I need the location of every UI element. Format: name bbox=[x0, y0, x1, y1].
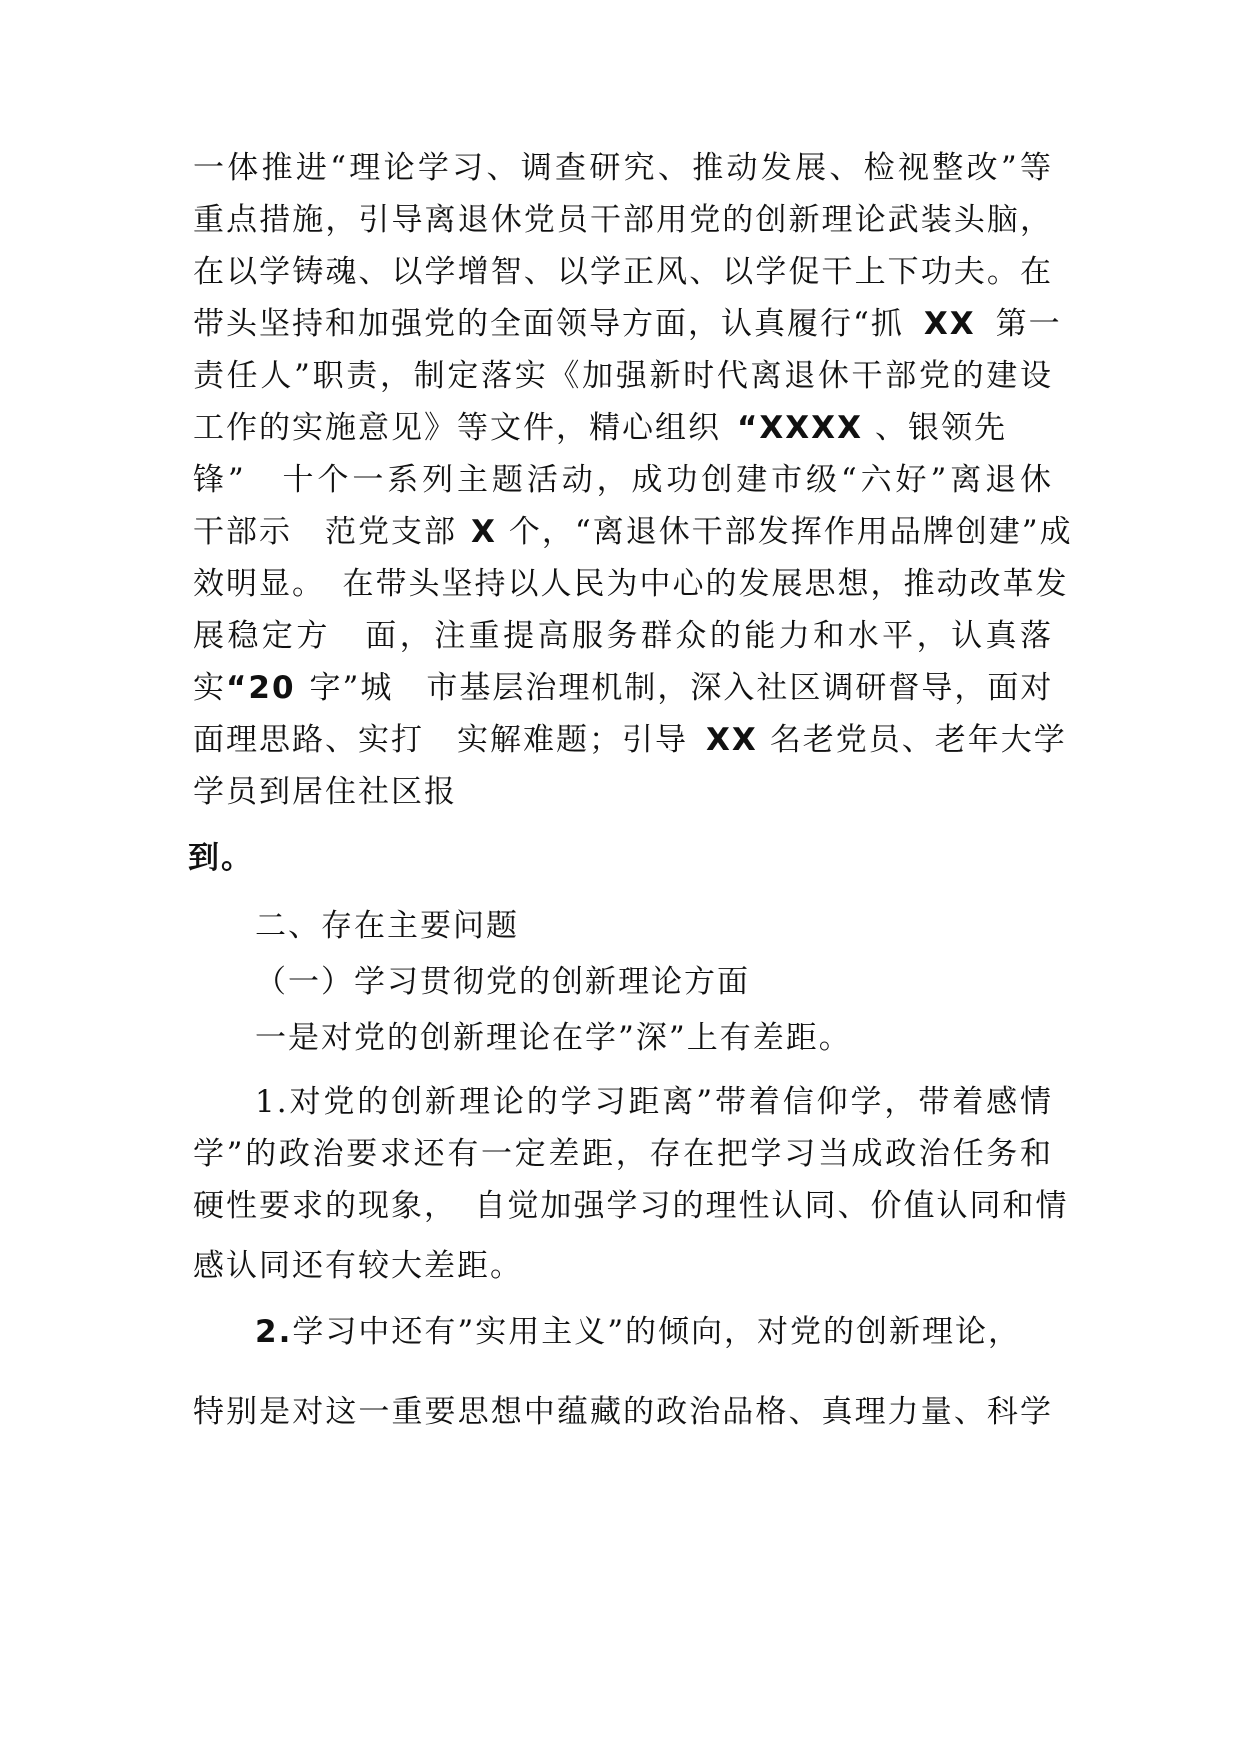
paragraph-line: 重点措施，引导离退休党员干部用党的创新理论武装头脑， bbox=[193, 202, 1053, 238]
paragraph-line: 硬性要求的现象， 自觉加强学习的理性认同、价值认同和情 bbox=[193, 1188, 1069, 1224]
paragraph-line: 到。 bbox=[188, 840, 254, 876]
paragraph-line bbox=[193, 408, 1053, 448]
paragraph-line: 学员到居住社区报 bbox=[193, 774, 457, 810]
paragraph-line: 1.对党的创新理论的学习距离”带着信仰学，带着感情 bbox=[255, 1084, 1053, 1120]
section-heading: 二、存在主要问题 bbox=[255, 908, 519, 944]
text-segment: 实 bbox=[193, 670, 226, 706]
paragraph-line bbox=[193, 720, 1067, 760]
placeholder-text: “XXXX bbox=[737, 410, 863, 446]
paragraph-line: 感认同还有较大差距。 bbox=[193, 1248, 523, 1284]
text-segment: 名老党员、老年大学 bbox=[769, 722, 1067, 758]
paragraph-line bbox=[193, 512, 1073, 552]
list-number: 2. bbox=[255, 1314, 293, 1350]
paragraph-line bbox=[193, 668, 1053, 708]
text-segment: 学习中还有”实用主义”的倾向，对党的创新理论， bbox=[292, 1314, 1022, 1350]
text-segment: 个，“离退休干部发挥作用品牌创建”成 bbox=[508, 514, 1073, 550]
paragraph-line: 一体推进“理论学习、调查研究、推动发展、检视整改”等 bbox=[193, 150, 1053, 186]
number-text: “20 bbox=[226, 670, 296, 706]
placeholder-text: XX bbox=[923, 306, 976, 342]
paragraph-line: 效明显。 在带头坚持以人民为中心的发展思想，推动改革发 bbox=[193, 566, 1069, 602]
text-segment: 、银领先 bbox=[874, 410, 1007, 446]
text-segment: 工作的实施意见》等文件，精心组织 bbox=[193, 410, 721, 446]
text-segment: 第一 bbox=[995, 306, 1062, 342]
paragraph-line bbox=[193, 304, 1062, 344]
paragraph-line: 锋” 十个一系列主题活动，成功创建市级“六好”离退休 bbox=[193, 462, 1053, 498]
paragraph-line: 在以学铸魂、以学增智、以学正风、以学促干上下功夫。在 bbox=[193, 254, 1053, 290]
text-segment: 面理思路、实打 实解难题；引导 bbox=[193, 722, 688, 758]
paragraph-line: 展稳定方 面，注重提高服务群众的能力和水平，认真落 bbox=[193, 618, 1053, 654]
placeholder-text: XX bbox=[706, 722, 758, 758]
paragraph-line: 学”的政治要求还有一定差距，存在把学习当成政治任务和 bbox=[193, 1136, 1053, 1172]
subsection-heading: （一）学习贯彻党的创新理论方面 bbox=[255, 964, 750, 1000]
paragraph-line: 特别是对这一重要思想中蕴藏的政治品格、真理力量、科学 bbox=[193, 1394, 1053, 1430]
paragraph-line: 一是对党的创新理论在学”深”上有差距。 bbox=[255, 1020, 852, 1056]
text-segment: 带头坚持和加强党的全面领导方面，认真履行“抓 bbox=[193, 306, 904, 342]
placeholder-text: X bbox=[471, 514, 497, 550]
text-segment: 干部示 范党支部 bbox=[193, 514, 457, 550]
paragraph-line: 责任人”职责，制定落实《加强新时代离退休干部党的建设 bbox=[193, 358, 1053, 394]
paragraph-line bbox=[255, 1312, 1115, 1352]
text-segment: 字”城 市基层治理机制，深入社区调研督导，面对 bbox=[309, 670, 1054, 706]
